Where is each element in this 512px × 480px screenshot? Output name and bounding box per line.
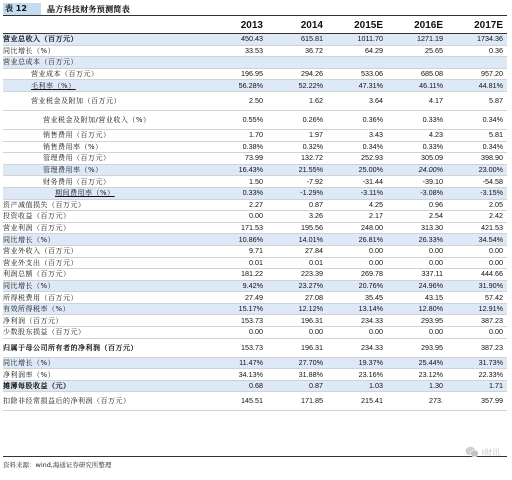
table-row (3, 269, 507, 281)
value-cell: 31.73% (447, 357, 507, 369)
value-cell: 444.66 (447, 269, 507, 281)
row-label-text: 管理费用（百万元） (43, 154, 111, 163)
table-row (3, 91, 507, 110)
value-cell: 132.72 (267, 153, 327, 165)
table-row (3, 199, 507, 211)
value-cell: 0.00 (387, 327, 447, 339)
row-label-text: 利润总额（百万元） (3, 270, 71, 279)
value-cell: 533.06 (327, 68, 387, 80)
row-label (3, 141, 207, 153)
value-cell: 23.27% (267, 280, 327, 292)
table-row (3, 141, 507, 153)
value-cell: -3.08% (387, 187, 447, 199)
value-cell: 337.11 (387, 269, 447, 281)
value-cell: 181.22 (207, 269, 267, 281)
value-cell: 305.09 (387, 153, 447, 165)
row-label-text: 营业税金及附加（百万元） (31, 96, 121, 105)
row-label (3, 234, 207, 246)
value-cell: 0.33% (387, 110, 447, 129)
row-label-text: 营业总成本（百万元） (3, 58, 78, 67)
value-cell: 0.34% (327, 141, 387, 153)
value-cell: 421.53 (447, 222, 507, 234)
value-cell: 252.93 (327, 153, 387, 165)
value-cell: -3.15% (447, 187, 507, 199)
wechat-icon (465, 446, 479, 458)
value-cell: 1011.70 (327, 34, 387, 46)
value-cell: 0.01 (207, 257, 267, 269)
row-label (3, 91, 207, 110)
value-cell: 387.23 (447, 338, 507, 357)
row-label (3, 129, 207, 141)
value-cell: 73.99 (207, 153, 267, 165)
table-row (3, 315, 507, 327)
table-row (3, 153, 507, 165)
value-cell: 0.87 (267, 380, 327, 392)
value-cell: 31.88% (267, 369, 327, 381)
value-cell: 4.23 (387, 129, 447, 141)
value-cell: 12.12% (267, 303, 327, 315)
value-cell (387, 57, 447, 69)
value-cell: 25.00% (327, 164, 387, 176)
value-cell: 0.55% (207, 110, 267, 129)
table-title: 晶方科技财务预测简表 (47, 4, 130, 14)
value-cell: 44.81% (447, 80, 507, 92)
value-cell: 12.91% (447, 303, 507, 315)
row-label (3, 187, 207, 199)
value-cell: 4.17 (387, 91, 447, 110)
value-cell: 234.33 (327, 315, 387, 327)
value-cell: 0.00 (327, 257, 387, 269)
row-label-text: 销售费用（百万元） (43, 131, 111, 140)
value-cell: 5.81 (447, 129, 507, 141)
value-cell: 1.03 (327, 380, 387, 392)
value-cell: 0.34% (447, 110, 507, 129)
table-row (3, 280, 507, 292)
value-cell: 13.14% (327, 303, 387, 315)
value-cell: 46.11% (387, 80, 447, 92)
value-cell: 313.30 (387, 222, 447, 234)
value-cell: 1.62 (267, 91, 327, 110)
value-cell: 1.71 (447, 380, 507, 392)
table-row (3, 80, 507, 92)
value-cell: 47.31% (327, 80, 387, 92)
value-cell: 1734.36 (447, 34, 507, 46)
value-cell (447, 57, 507, 69)
row-label-text: 销售费用率（%） (43, 142, 103, 151)
value-cell: 196.31 (267, 338, 327, 357)
value-cell: 0.68 (207, 380, 267, 392)
value-cell: 34.13% (207, 369, 267, 381)
row-label-text: 营业成本（百万元） (31, 70, 99, 79)
row-label (3, 380, 207, 392)
value-cell: 357.99 (447, 392, 507, 411)
value-cell: 294.26 (267, 68, 327, 80)
value-cell: -7.92 (267, 176, 327, 188)
value-cell: 25.44% (387, 357, 447, 369)
value-cell: 269.78 (327, 269, 387, 281)
table-row (3, 292, 507, 304)
row-label-text: 投资收益（百万元） (3, 212, 71, 221)
value-cell (207, 57, 267, 69)
value-cell: 19.37% (327, 357, 387, 369)
table-number: 表 12 (3, 3, 41, 15)
value-cell: 56.28% (207, 80, 267, 92)
value-cell: 171.85 (267, 392, 327, 411)
row-label (3, 315, 207, 327)
value-cell: 2.42 (447, 211, 507, 223)
value-cell: 43.15 (387, 292, 447, 304)
table-row (3, 211, 507, 223)
row-label-text: 期间费用率（%） (55, 189, 115, 198)
value-cell: 387.23 (447, 315, 507, 327)
value-cell: 0.33% (207, 187, 267, 199)
table-row (3, 369, 507, 381)
value-cell: 273. (387, 392, 447, 411)
row-label-text: 营业税金及附加/营业收入（%） (43, 115, 151, 124)
row-label-text: 所得税费用（百万元） (3, 293, 78, 302)
financial-forecast-table (3, 18, 507, 411)
value-cell: 23.00% (447, 164, 507, 176)
table-row (3, 176, 507, 188)
row-label-text: 净利润率（%） (3, 370, 56, 379)
row-label-text: 摊薄每股收益（元） (3, 382, 71, 391)
value-cell: 12.80% (387, 303, 447, 315)
value-cell: 9.71 (207, 245, 267, 257)
value-cell: 26.33% (387, 234, 447, 246)
source-note: 资料来源：wind,海通证券研究所整理 (3, 461, 112, 469)
row-label (3, 338, 207, 357)
value-cell: 3.64 (327, 91, 387, 110)
value-cell: 15.17% (207, 303, 267, 315)
value-cell (327, 57, 387, 69)
row-label-text: 营业总收入（百万元） (3, 35, 78, 44)
value-cell: 27.70% (267, 357, 327, 369)
value-cell: 215.41 (327, 392, 387, 411)
row-label (3, 257, 207, 269)
value-cell: 957.20 (447, 68, 507, 80)
row-label (3, 34, 207, 46)
value-cell: 23.12% (387, 369, 447, 381)
value-cell: 0.33% (387, 141, 447, 153)
row-label (3, 153, 207, 165)
value-cell: 2.54 (387, 211, 447, 223)
value-cell: 0.00 (447, 327, 507, 339)
value-cell: 64.29 (327, 45, 387, 57)
value-cell: 1.70 (207, 129, 267, 141)
value-cell: 14.01% (267, 234, 327, 246)
value-cell: -1.29% (267, 187, 327, 199)
value-cell: 153.73 (207, 315, 267, 327)
value-cell: 20.76% (327, 280, 387, 292)
value-cell: 1.97 (267, 129, 327, 141)
value-cell: 0.26% (267, 110, 327, 129)
value-cell: 1.30 (387, 380, 447, 392)
row-label (3, 280, 207, 292)
value-cell: 3.43 (327, 129, 387, 141)
table-row (3, 338, 507, 357)
row-label (3, 357, 207, 369)
value-cell: 234.33 (327, 338, 387, 357)
value-cell: -54.58 (447, 176, 507, 188)
value-cell: 24.00% (387, 164, 447, 176)
value-cell: 26.81% (327, 234, 387, 246)
row-label-text: 营业外支出（百万元） (3, 258, 78, 267)
row-label-text: 财务费用（百万元） (43, 177, 111, 186)
value-cell: 0.00 (207, 211, 267, 223)
title-rule (3, 15, 507, 16)
value-cell (267, 57, 327, 69)
value-cell: 153.73 (207, 338, 267, 357)
row-label-text: 营业外收入（百万元） (3, 247, 78, 256)
value-cell: 0.00 (327, 327, 387, 339)
value-cell: 0.01 (267, 257, 327, 269)
value-cell: 1271.19 (387, 34, 447, 46)
table-row (3, 357, 507, 369)
value-cell: 0.34% (447, 141, 507, 153)
row-label (3, 45, 207, 57)
value-cell: 685.08 (387, 68, 447, 80)
row-label (3, 199, 207, 211)
value-cell: 2.50 (207, 91, 267, 110)
value-cell: 145.51 (207, 392, 267, 411)
value-cell: 615.81 (267, 34, 327, 46)
value-cell: 0.00 (447, 245, 507, 257)
value-cell: 195.56 (267, 222, 327, 234)
row-label (3, 292, 207, 304)
value-cell: 1.50 (207, 176, 267, 188)
value-cell: 21.55% (267, 164, 327, 176)
value-cell: 24.96% (387, 280, 447, 292)
table-row (3, 257, 507, 269)
table-row (3, 45, 507, 57)
row-label (3, 110, 207, 129)
value-cell: 0.00 (327, 245, 387, 257)
table-row (3, 392, 507, 411)
value-cell: 0.96 (387, 199, 447, 211)
footer-rule (3, 456, 507, 457)
value-cell: 450.43 (207, 34, 267, 46)
row-label-text: 扣除非经常损益后的净利润（百万元） (3, 397, 131, 406)
row-label-text: 同比增长（%） (3, 235, 56, 244)
value-cell: 0.00 (267, 327, 327, 339)
table-row (3, 245, 507, 257)
header-label-cell (3, 18, 207, 34)
value-cell: 0.38% (207, 141, 267, 153)
watermark-text: i财讯 (481, 447, 500, 457)
value-cell: 0.32% (267, 141, 327, 153)
row-label (3, 222, 207, 234)
value-cell: 52.22% (267, 80, 327, 92)
value-cell: 57.42 (447, 292, 507, 304)
value-cell: 16.43% (207, 164, 267, 176)
row-label (3, 80, 207, 92)
table-row (3, 234, 507, 246)
value-cell: 0.00 (447, 257, 507, 269)
value-cell: -3.11% (327, 187, 387, 199)
watermark (465, 446, 500, 458)
value-cell: 22.33% (447, 369, 507, 381)
row-label (3, 211, 207, 223)
row-label-text: 资产减值损失（百万元） (3, 200, 86, 209)
year-header: 2015E (327, 18, 387, 34)
header-row (3, 18, 507, 34)
table-row (3, 327, 507, 339)
value-cell: 27.84 (267, 245, 327, 257)
year-header: 2016E (387, 18, 447, 34)
table-row (3, 164, 507, 176)
value-cell: 2.27 (207, 199, 267, 211)
row-label-text: 营业利润（百万元） (3, 224, 71, 233)
table-row (3, 34, 507, 46)
table-row (3, 303, 507, 315)
row-label-text: 同比增长（%） (3, 46, 56, 55)
value-cell: 0.00 (207, 327, 267, 339)
row-label-text: 管理费用率（%） (43, 166, 103, 175)
value-cell: 171.53 (207, 222, 267, 234)
value-cell: 0.00 (387, 257, 447, 269)
table-row (3, 68, 507, 80)
row-label (3, 303, 207, 315)
value-cell: -39.10 (387, 176, 447, 188)
row-label (3, 176, 207, 188)
value-cell: 223.39 (267, 269, 327, 281)
row-label-text: 同比增长（%） (3, 358, 56, 367)
table-row (3, 129, 507, 141)
value-cell: 36.72 (267, 45, 327, 57)
row-label (3, 164, 207, 176)
table-body (3, 34, 507, 411)
row-label-text: 少数股东损益（百万元） (3, 328, 86, 337)
value-cell: -31.44 (327, 176, 387, 188)
value-cell: 293.95 (387, 338, 447, 357)
row-label-text: 同比增长（%） (3, 281, 56, 290)
table-row (3, 110, 507, 129)
value-cell: 35.45 (327, 292, 387, 304)
row-label (3, 245, 207, 257)
row-label (3, 68, 207, 80)
row-label (3, 327, 207, 339)
row-label-text: 有效所得税率（%） (3, 305, 71, 314)
value-cell: 4.25 (327, 199, 387, 211)
row-label-text: 归属于母公司所有者的净利润（百万元） (3, 343, 138, 352)
year-header: 2017E (447, 18, 507, 34)
value-cell: 23.16% (327, 369, 387, 381)
table-row (3, 380, 507, 392)
value-cell: 196.31 (267, 315, 327, 327)
value-cell: 3.26 (267, 211, 327, 223)
value-cell: 248.00 (327, 222, 387, 234)
row-label (3, 269, 207, 281)
year-header: 2014 (267, 18, 327, 34)
table-row (3, 222, 507, 234)
value-cell: 2.05 (447, 199, 507, 211)
row-label (3, 369, 207, 381)
value-cell: 27.08 (267, 292, 327, 304)
value-cell: 2.17 (327, 211, 387, 223)
value-cell: 31.90% (447, 280, 507, 292)
value-cell: 196.95 (207, 68, 267, 80)
value-cell: 293.95 (387, 315, 447, 327)
value-cell: 0.00 (387, 245, 447, 257)
value-cell: 27.49 (207, 292, 267, 304)
value-cell: 5.87 (447, 91, 507, 110)
value-cell: 10.86% (207, 234, 267, 246)
value-cell: 25.65 (387, 45, 447, 57)
value-cell: 33.53 (207, 45, 267, 57)
table-row (3, 57, 507, 69)
value-cell: 11.47% (207, 357, 267, 369)
row-label-text: 净利润（百万元） (3, 316, 63, 325)
value-cell: 9.42% (207, 280, 267, 292)
value-cell: 0.36% (327, 110, 387, 129)
table-row (3, 187, 507, 199)
value-cell: 34.54% (447, 234, 507, 246)
row-label (3, 57, 207, 69)
value-cell: 398.90 (447, 153, 507, 165)
row-label-text: 毛利率（%） (31, 81, 76, 90)
row-label (3, 392, 207, 411)
value-cell: 0.36 (447, 45, 507, 57)
table-title-bar (3, 3, 507, 15)
value-cell: 0.87 (267, 199, 327, 211)
year-header: 2013 (207, 18, 267, 34)
